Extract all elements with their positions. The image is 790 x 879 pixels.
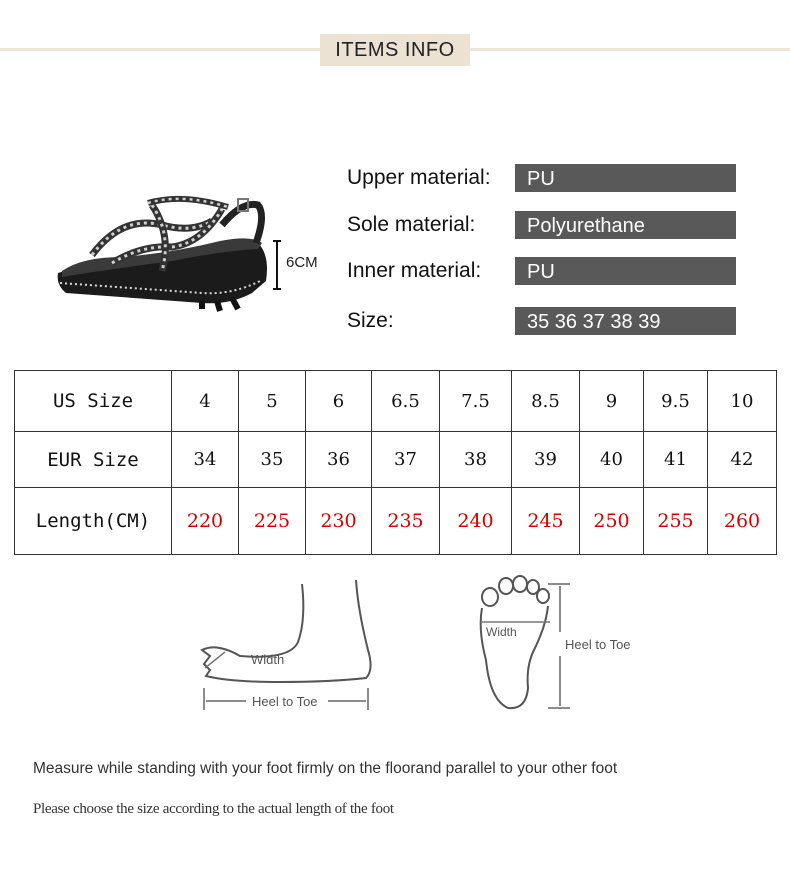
foot-measure-diagram — [130, 570, 690, 720]
table-cell: 10 — [708, 371, 777, 432]
foot-side-view-icon — [202, 580, 371, 682]
table-cell: 245 — [512, 488, 580, 555]
table-cell: 8.5 — [512, 371, 580, 432]
table-cell: 34 — [172, 432, 239, 488]
table-cell: 40 — [580, 432, 644, 488]
table-cell: 260 — [708, 488, 777, 555]
table-cell: 41 — [644, 432, 708, 488]
table-row-eur — [15, 432, 777, 488]
spec-value-sole: Polyurethane — [515, 211, 736, 239]
measure-instruction: Measure while standing with your foot firmly on the floorand parallel to your other foot — [33, 760, 618, 777]
table-cell: 250 — [580, 488, 644, 555]
top-width-label: Width — [486, 625, 517, 639]
header-divider-left — [0, 48, 320, 51]
table-row-us — [15, 371, 777, 432]
table-cell: 4 — [172, 371, 239, 432]
table-cell: 230 — [306, 488, 372, 555]
table-cell: 39 — [512, 432, 580, 488]
table-row-length — [15, 488, 777, 555]
table-cell: 9.5 — [644, 371, 708, 432]
table-cell: 35 — [239, 432, 306, 488]
table-cell: 6.5 — [372, 371, 440, 432]
header-divider-right — [470, 48, 790, 51]
table-cell: 225 — [239, 488, 306, 555]
spec-label-sole: Sole material: — [347, 213, 476, 236]
row-header-eur: EUR Size — [15, 432, 172, 488]
spec-value-inner: PU — [515, 257, 736, 285]
table-cell: 42 — [708, 432, 777, 488]
size-chart-table — [14, 370, 777, 555]
product-sandal-image — [52, 185, 272, 315]
section-title: ITEMS INFO — [320, 34, 470, 66]
foot-top-view-icon — [481, 576, 549, 708]
size-instruction: Please choose the size according to the actual length of the foot — [33, 801, 394, 817]
table-cell: 9 — [580, 371, 644, 432]
top-length-label: Heel to Toe — [565, 637, 631, 652]
table-cell: 255 — [644, 488, 708, 555]
spec-label-upper: Upper material: — [347, 166, 491, 189]
table-cell: 6 — [306, 371, 372, 432]
table-cell: 220 — [172, 488, 239, 555]
table-cell: 36 — [306, 432, 372, 488]
row-header-us: US Size — [15, 371, 172, 432]
heel-height-label: 6CM — [286, 254, 318, 271]
table-cell: 37 — [372, 432, 440, 488]
side-width-label: Width — [251, 652, 285, 667]
spec-label-inner: Inner material: — [347, 259, 482, 282]
table-cell: 38 — [440, 432, 512, 488]
spec-value-size: 35 36 37 38 39 — [515, 307, 736, 335]
spec-label-size: Size: — [347, 309, 394, 332]
table-cell: 235 — [372, 488, 440, 555]
table-cell: 7.5 — [440, 371, 512, 432]
side-length-label: Heel to Toe — [252, 694, 318, 709]
spec-value-upper: PU — [515, 164, 736, 192]
row-header-length: Length(CM) — [15, 488, 172, 555]
heel-height-marker-icon — [272, 240, 282, 290]
table-cell: 5 — [239, 371, 306, 432]
table-cell: 240 — [440, 488, 512, 555]
